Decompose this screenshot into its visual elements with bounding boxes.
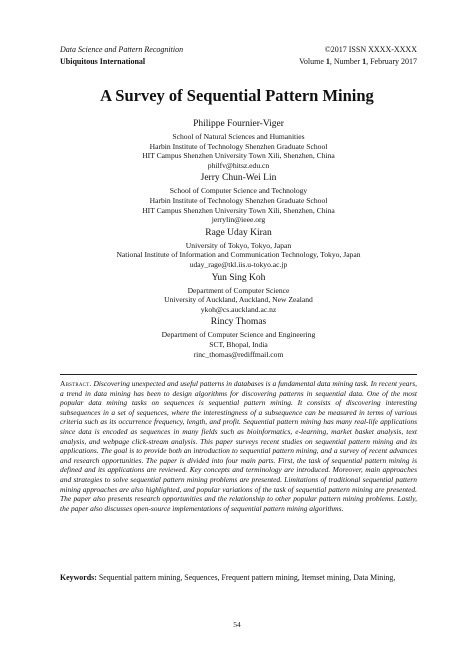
author-name: Philippe Fournier-Viger: [193, 119, 284, 129]
publisher-name: Ubiquitous International: [60, 57, 146, 66]
author-affiliation: [60, 330, 417, 359]
author-email: jerrylin@ieee.org: [211, 215, 266, 225]
author-affiliation: [60, 186, 417, 224]
author-block: [60, 272, 417, 315]
author-name: Yun Sing Koh: [211, 272, 266, 283]
running-header-right: [299, 44, 417, 68]
affiliation-line: University of Auckland, Auckland, New Zealand: [164, 295, 313, 305]
author-affiliation: [60, 132, 417, 170]
copyright-issn: ©2017 ISSN XXXX-XXXX: [324, 45, 417, 54]
number-prefix: , Number: [329, 57, 363, 66]
affiliation-line: HIT Campus Shenzhen University Town Xili, Shenzhen, China: [142, 151, 335, 161]
affiliation-line: University of Tokyo, Tokyo, Japan: [185, 240, 292, 250]
volume-info: [299, 56, 417, 68]
author-block: [60, 172, 417, 224]
author-email: ykoh@cs.auckland.ac.nz: [200, 304, 277, 314]
affiliation-line: School of Natural Sciences and Humanities: [172, 132, 305, 141]
affiliation-line: Harbin Institute of Technology Shenzhen Graduate School: [149, 195, 328, 205]
author-name: Rincy Thomas: [210, 317, 267, 328]
volume-number: 1: [325, 57, 330, 66]
abstract-label: Abstract.: [60, 379, 92, 388]
abstract-text: Discovering unexpected and useful patterns in databases is a fundamental data mining task. In recent years, a trend in data mining has been to design algorithms for discovering patterns in sequential data. One of the most popular data mining tasks on sequences is sequential pattern mining. It consists of discovering interesting subsequences in a set of sequences, where the interestingness of a subsequence can be measured in terms of various criteria such as its occurrence frequency, length, and profit. Sequential pattern mining has many real-life applications since data is encoded as sequences in many fields such as bioinformatics, e-learning, market basket analysis, text analysis, and webpage click-stream analysis. This paper surveys recent studies on sequential pattern mining and its applications. The goal is to provide both an introduction to sequential pattern mining, and a survey of recent advances and research opportunities. The paper is divided into four main parts. First, the task of sequential pattern mining is defined and its applications are reviewed. Key concepts and terminology are introduced. Moreover, main approaches and strategies to solve sequential pattern mining problems are presented. Limitations of traditional sequential pattern mining approaches are also highlighted, and popular variations of the task of sequential pattern mining are presented. The paper also presents research opportunities and the relationship to other popular pattern mining problems. Lastly, the paper also discusses open-source implementations of sequential pattern mining algorithms.: [60, 379, 417, 513]
journal-name: Data Science and Pattern Recognition: [60, 45, 184, 54]
abstract-divider: [60, 374, 417, 375]
affiliation-line: HIT Campus Shenzhen University Town Xili, Shenzhen, China: [142, 205, 335, 215]
author-email: philfv@hitsz.edu.cn: [207, 160, 270, 170]
author-block: [60, 316, 417, 359]
issue-date: , February 2017: [366, 57, 417, 66]
keywords-text: Sequential pattern mining, Sequences, Frequent pattern mining, Itemset mining, Data Mining,: [98, 573, 396, 582]
author-name: Rage Uday Kiran: [205, 227, 272, 238]
keywords: [60, 573, 417, 583]
affiliation-line: Department of Computer Science: [187, 285, 290, 295]
keywords-label: Keywords:: [60, 573, 97, 582]
author-email: rinc_thomas@rediffmail.com: [193, 349, 284, 359]
running-header-left: [60, 44, 183, 68]
page-number: 54: [233, 620, 241, 629]
author-email: uday_rage@tkl.iis.u-tokyo.ac.jp: [189, 259, 288, 269]
affiliation-line: School of Computer Science and Technology: [169, 186, 308, 196]
author-list: [60, 118, 417, 361]
abstract: [60, 379, 417, 513]
affiliation-line: SCT, Bhopal, India: [209, 339, 268, 349]
issue-number: 1: [362, 57, 367, 66]
author-block: [60, 118, 417, 170]
volume-prefix: Volume: [299, 57, 326, 66]
author-name: Jerry Chun-Wei Lin: [200, 173, 277, 184]
affiliation-line: Department of Computer Science and Engineering: [161, 330, 316, 340]
author-affiliation: [60, 286, 417, 315]
affiliation-line: National Institute of Information and Communication Technology, Tokyo, Japan: [116, 250, 361, 260]
author-block: [60, 227, 417, 270]
author-affiliation: [60, 241, 417, 270]
paper-title: A Survey of Sequential Pattern Mining: [100, 86, 374, 105]
affiliation-line: Harbin Institute of Technology Shenzhen Graduate School: [149, 141, 328, 151]
